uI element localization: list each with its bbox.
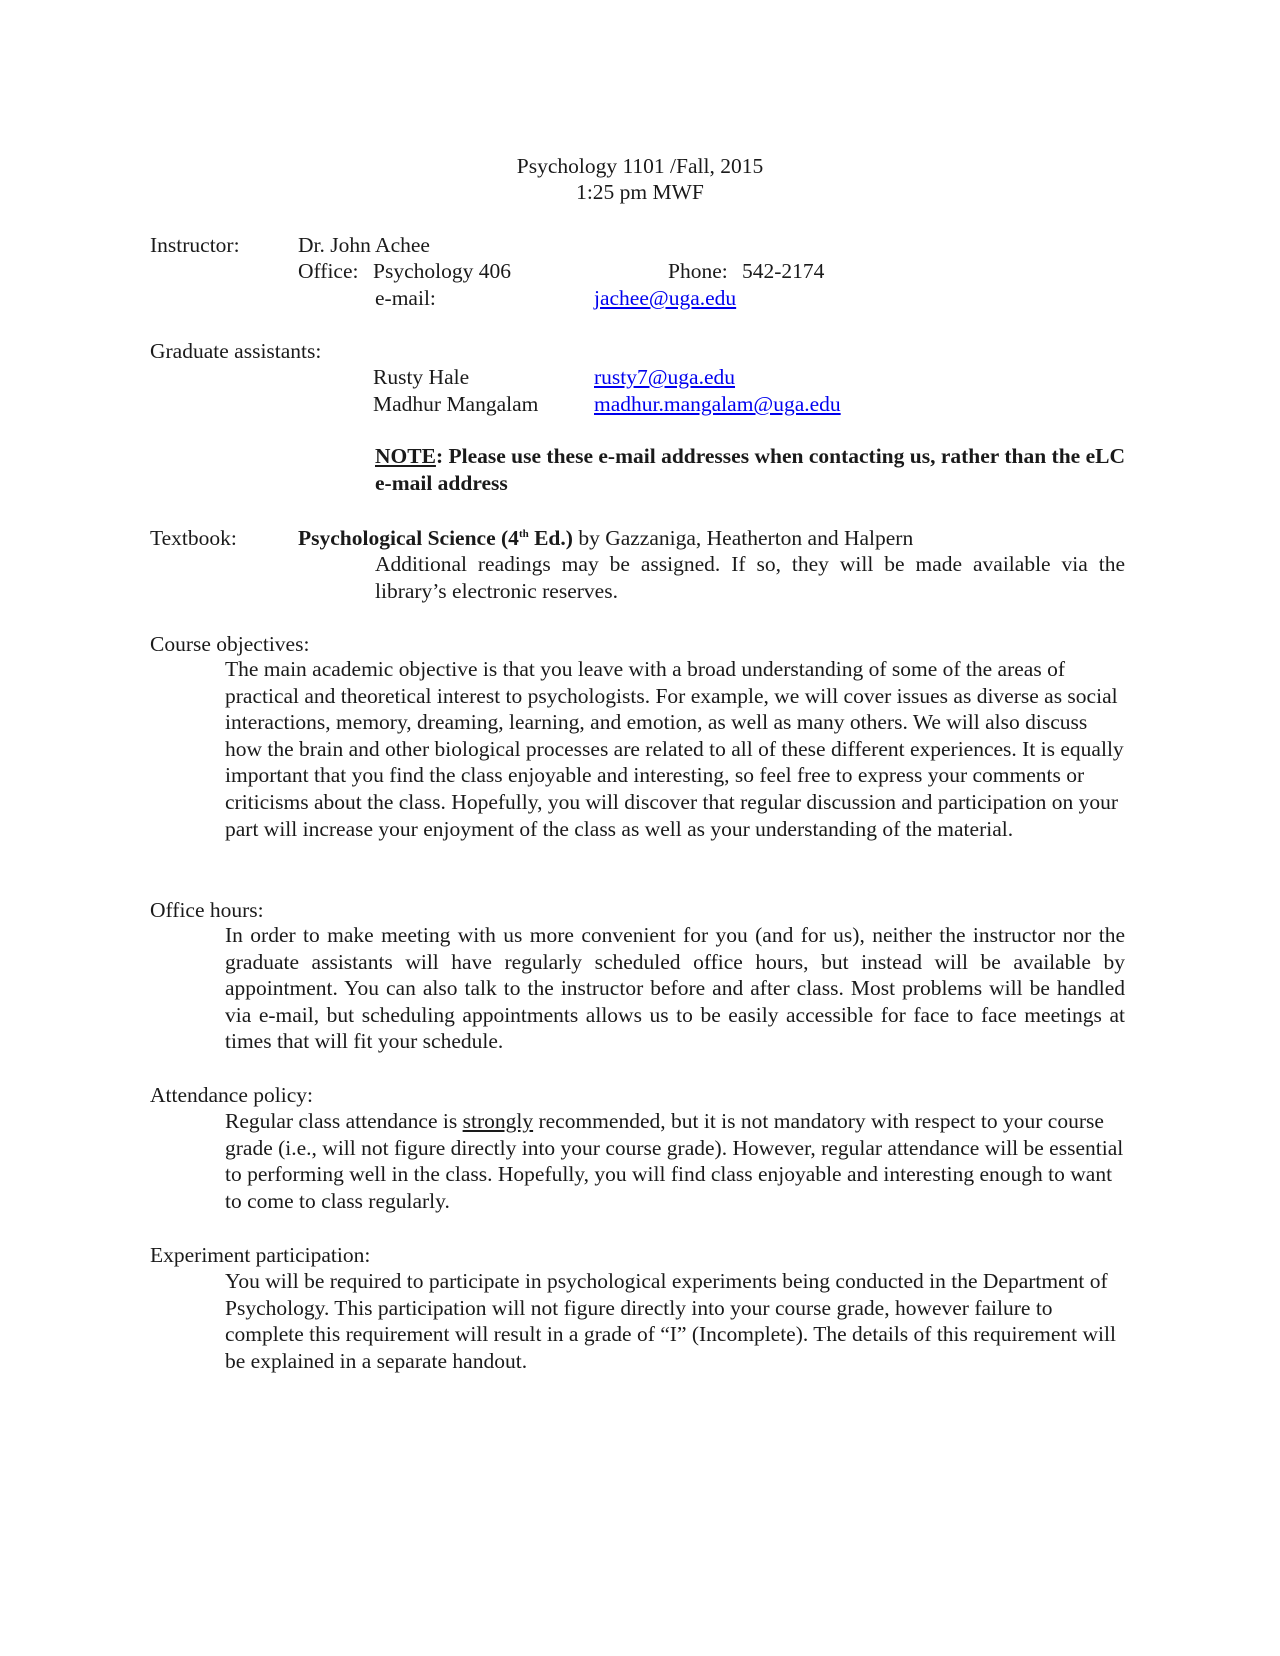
- assistant-name: Rusty Hale: [373, 365, 470, 389]
- instructor-name: Dr. John Achee: [298, 233, 430, 257]
- office-hours-label: Office hours:: [150, 898, 264, 922]
- phone-number: 542-2174: [742, 259, 825, 283]
- textbook-title: Psychological Science (4th Ed.): [298, 526, 573, 550]
- graduate-assistants-label: Graduate assistants:: [150, 339, 322, 363]
- note-label: NOTE: [375, 444, 436, 468]
- course-objectives-text: The main academic objective is that you leave with a broad understanding of some of the areas of practical and theoretical interest to psychologists. For example, we will cover issues as diverse as social interactions, memory, dreaming, learning, and emotion, as well as many others. We will also discuss how the brain and other biological processes are related to all of these different experiences. It is equally important that you find the class enjoyable and interesting, so feel free to express your comments or criticisms about the class. Hopefully, you will discover that regular discussion and participation on your part will increase your enjoyment of the class as well as your understanding of the material.: [225, 657, 1124, 841]
- textbook-note: Additional readings may be assigned. If so, they will be made available via the library’s electronic reserves.: [375, 552, 1125, 603]
- course-title: Psychology 1101 /Fall, 2015: [516, 154, 764, 178]
- office-location: Psychology 406: [373, 259, 511, 283]
- experiment-text: You will be required to participate in psychological experiments being conducted in the Department of Psychology. This participation will not figure directly into your course grade, however failure to complete this requirement will result in a grade of “I” (Incomplete). The details of this requirement will be explained in a separate handout.: [225, 1269, 1116, 1373]
- assistant-name: Madhur Mangalam: [373, 392, 539, 416]
- course-time: 1:25 pm MWF: [576, 180, 704, 204]
- email-label: e-mail:: [375, 286, 436, 310]
- attendance-label: Attendance policy:: [150, 1083, 313, 1107]
- instructor-label: Instructor:: [150, 233, 240, 257]
- phone-label: Phone:: [668, 259, 728, 283]
- attendance-text: Regular class attendance is strongly recommended, but it is not mandatory with respect to your course grade (i.e., will not figure directly into your course grade). However, regular attendance will be essential to performing well in the class. Hopefully, you will find class enjoyable and interesting enough to want to come to class regularly.: [225, 1109, 1124, 1213]
- note-text: : Please use these e-mail addresses when contacting us, rather than the eLC e-mail address: [375, 444, 1125, 495]
- office-label: Office:: [298, 259, 359, 283]
- assistant-email-link[interactable]: rusty7@uga.edu: [594, 365, 736, 389]
- contact-note: [375, 443, 1125, 497]
- textbook-citation: [298, 525, 913, 551]
- course-objectives-label: Course objectives:: [150, 632, 310, 656]
- experiment-label: Experiment participation:: [150, 1243, 371, 1267]
- assistant-email-link[interactable]: madhur.mangalam@uga.edu: [594, 392, 841, 416]
- textbook-authors: by Gazzaniga, Heatherton and Halpern: [572, 526, 914, 550]
- instructor-email-link[interactable]: jachee@uga.edu: [594, 286, 737, 310]
- emphasis-strongly: strongly: [462, 1109, 534, 1133]
- office-hours-text: In order to make meeting with us more convenient for you (and for us), neither the instructor nor the graduate assistants will have regularly scheduled office hours, but instead will be available by appointment. You can also talk to the instructor before and after class. Most problems will be handled via e-mail, but scheduling appointments allows us to be easily accessible for face to face meetings at times that will fit your schedule.: [225, 923, 1125, 1054]
- textbook-label: Textbook:: [150, 526, 237, 550]
